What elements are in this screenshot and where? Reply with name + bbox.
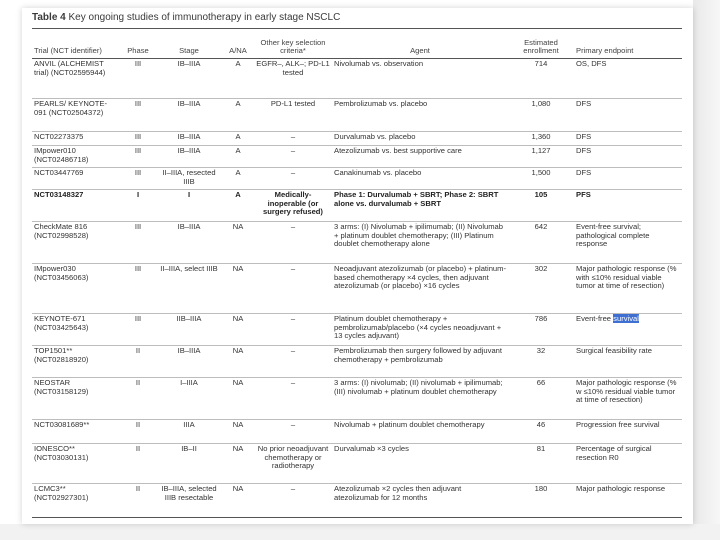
- cell-phase: III: [134, 59, 142, 68]
- col-header-ana: A/NA: [222, 29, 254, 59]
- col-header-criteria: Other key selection criteria*: [254, 29, 332, 59]
- cell-phase: III: [134, 132, 142, 141]
- cell-enrollment: 66: [536, 378, 546, 387]
- table-row: [32, 264, 682, 314]
- cell-agent: Durvalumab vs. placebo: [334, 132, 416, 141]
- table-row: [32, 484, 682, 518]
- cell-endpoint: DFS: [576, 132, 592, 141]
- cell-criteria: –: [290, 378, 296, 387]
- cell-agent: Platinum doublet chemotherapy + pembrolizumab/placebo (×4 cycles neoadjuvant + 13 cycles adjuvant): [334, 314, 502, 341]
- cell-criteria: –: [290, 484, 296, 493]
- cell-stage: IB–IIIA: [177, 59, 201, 68]
- cell-endpoint: Event-free survival; pathological complete response: [576, 222, 650, 249]
- cell-phase: II: [135, 444, 141, 453]
- cell-endpoint: Major pathologic response (% with ≤10% residual viable tumor at time of resection): [576, 264, 677, 291]
- cell-enrollment: 1,360: [531, 132, 551, 141]
- cell-criteria: –: [290, 264, 296, 273]
- table-title-text: Key ongoing studies of immunotherapy in early stage NSCLC: [68, 12, 341, 23]
- cell-agent: Atezolizumab vs. best supportive care: [334, 146, 462, 155]
- cell-phase: II: [135, 378, 141, 387]
- cell-endpoint: Major pathologic response: [576, 484, 666, 493]
- cell-endpoint: Major pathologic response (% w ≤10% residual viable tumor at time of resection): [576, 378, 677, 405]
- cell-agent: Neoadjuvant atezolizumab (or placebo) + platinum-based chemotherapy ×4 cycles, then adjuvant atezolizumab (or placebo) ×16 cycles: [334, 264, 507, 291]
- cell-agent: 3 arms: (I) Nivolumab + ipilimumab; (II) Nivolumab + platinum doublet chemotherapy; (III) Platinum doublet chemotherapy alone: [334, 222, 504, 249]
- cell-criteria: –: [290, 346, 296, 355]
- table-title-number: Table 4: [32, 12, 66, 23]
- cell-endpoint: DFS: [576, 146, 592, 155]
- cell-ana: A: [235, 132, 241, 141]
- cell-trial: ANVIL (ALCHEMIST trial) (NCT02595944): [34, 59, 106, 77]
- cell-agent: Phase 1: Durvalumab + SBRT; Phase 2: SBRT alone vs. durvalumab + SBRT: [334, 190, 499, 208]
- cell-phase: III: [134, 168, 142, 177]
- cell-stage: IIB–IIIA: [176, 314, 202, 323]
- cell-trial: NEOSTAR (NCT03158129): [34, 378, 89, 396]
- col-header-phase: Phase: [120, 29, 156, 59]
- document-page: [22, 8, 693, 524]
- table-row: [32, 222, 682, 264]
- cell-endpoint: DFS: [576, 168, 592, 177]
- cell-phase: I: [136, 190, 140, 199]
- cell-phase: III: [134, 314, 142, 323]
- cell-endpoint: Progression free survival: [576, 420, 660, 429]
- cell-trial: TOP1501** (NCT02818920): [34, 346, 89, 364]
- cell-enrollment: 714: [534, 59, 548, 68]
- cell-agent: 3 arms: (I) nivolumab; (II) nivolumab + ipilimumab; (III) nivolumab + platinum doublet chemotherapy: [334, 378, 503, 396]
- cell-agent: Atezolizumab ×2 cycles then adjuvant atezolizumab for 12 months: [334, 484, 462, 502]
- cell-stage: II–IIIA, select IIIB: [160, 264, 218, 273]
- cell-criteria: –: [290, 314, 296, 323]
- immunotherapy-trials-table: [32, 28, 682, 518]
- table-row: [32, 132, 682, 146]
- cell-ana: NA: [232, 444, 244, 453]
- cell-trial: IMpower010 (NCT02486718): [34, 146, 89, 164]
- cell-criteria: –: [290, 222, 296, 231]
- cell-criteria: –: [290, 146, 296, 155]
- cell-criteria: PD-L1 tested: [270, 99, 316, 108]
- cell-agent: Nivolumab vs. observation: [334, 59, 424, 68]
- cell-enrollment: 32: [536, 346, 546, 355]
- col-header-stage: Stage: [156, 29, 222, 59]
- selected-text-highlight[interactable]: survival: [613, 314, 639, 323]
- table-row: [32, 346, 682, 378]
- cell-ana: A: [235, 146, 241, 155]
- table-row: [32, 146, 682, 168]
- table-row: [32, 99, 682, 132]
- table-row: [32, 444, 682, 484]
- cell-criteria: –: [290, 420, 296, 429]
- cell-stage: IB–IIIA: [177, 346, 201, 355]
- col-header-endpoint: Primary endpoint: [574, 29, 682, 59]
- table-header-row: [32, 29, 682, 59]
- cell-criteria: –: [290, 132, 296, 141]
- cell-agent: Canakinumab vs. placebo: [334, 168, 422, 177]
- cell-criteria: Medically-inoperable (or surgery refused): [263, 190, 323, 217]
- cell-phase: III: [134, 264, 142, 273]
- cell-endpoint: Surgical feasibility rate: [576, 346, 652, 355]
- cell-trial: IONESCO** (NCT03030131): [34, 444, 89, 462]
- table-row: [32, 314, 682, 346]
- cell-stage: IB–IIIA: [177, 222, 201, 231]
- window-right-edge: [693, 0, 720, 540]
- cell-enrollment: 1,500: [531, 168, 551, 177]
- cell-enrollment: 180: [534, 484, 548, 493]
- table-body: [32, 59, 682, 518]
- cell-trial: NCT03447769: [34, 168, 84, 177]
- cell-criteria: EGFR–, ALK–; PD-L1 tested: [256, 59, 330, 77]
- cell-trial: CheckMate 816 (NCT02998528): [34, 222, 89, 240]
- cell-agent: Durvalumab ×3 cycles: [334, 444, 409, 453]
- cell-trial: PEARLS/ KEYNOTE-091 (NCT02504372): [34, 99, 108, 117]
- table-title: [32, 12, 340, 23]
- cell-trial: LCMC3** (NCT02927301): [34, 484, 89, 502]
- cell-ana: A: [235, 99, 241, 108]
- col-header-trial: Trial (NCT identifier): [32, 29, 120, 59]
- table-row: [32, 420, 682, 444]
- cell-stage: IB–II: [181, 444, 197, 453]
- cell-ana: A: [235, 190, 241, 199]
- endpoint-text: Event-free: [576, 314, 612, 323]
- cell-trial: NCT02273375: [34, 132, 84, 141]
- col-header-agent: Agent: [332, 29, 508, 59]
- cell-agent: Pembrolizumab then surgery followed by adjuvant chemotherapy + pembrolizumab: [334, 346, 502, 364]
- table-row: [32, 59, 682, 99]
- cell-stage: IB–IIIA, selected IIIB resectable: [161, 484, 217, 502]
- cell-stage: IB–IIIA: [177, 132, 201, 141]
- cell-phase: II: [135, 484, 141, 493]
- cell-endpoint: [574, 314, 682, 346]
- cell-enrollment: 1,080: [531, 99, 551, 108]
- cell-ana: NA: [232, 420, 244, 429]
- cell-criteria: –: [290, 168, 296, 177]
- table-row: [32, 378, 682, 420]
- cell-trial: KEYNOTE-671 (NCT03425643): [34, 314, 89, 332]
- cell-ana: NA: [232, 378, 244, 387]
- table-row: [32, 168, 682, 190]
- cell-ana: A: [235, 59, 241, 68]
- cell-stage: I: [187, 190, 191, 199]
- cell-agent: Pembrolizumab vs. placebo: [334, 99, 428, 108]
- col-header-enrollment: Estimated enrollment: [508, 29, 574, 59]
- cell-stage: IB–IIIA: [177, 99, 201, 108]
- cell-enrollment: 105: [534, 190, 548, 199]
- cell-trial: NCT03148327: [34, 190, 84, 199]
- cell-enrollment: 786: [534, 314, 548, 323]
- cell-enrollment: 302: [534, 264, 548, 273]
- cell-ana: NA: [232, 314, 244, 323]
- cell-ana: NA: [232, 222, 244, 231]
- cell-ana: NA: [232, 484, 244, 493]
- window-bottom-bar: [0, 524, 720, 540]
- cell-phase: II: [135, 420, 141, 429]
- cell-enrollment: 46: [536, 420, 546, 429]
- cell-phase: II: [135, 346, 141, 355]
- cell-stage: II–IIIA, resected IIIB: [162, 168, 216, 186]
- table-row: [32, 190, 682, 222]
- cell-ana: A: [235, 168, 241, 177]
- cell-trial: IMpower030 (NCT03456063): [34, 264, 89, 282]
- cell-trial: NCT03081689**: [34, 420, 90, 429]
- cell-phase: III: [134, 146, 142, 155]
- cell-endpoint: DFS: [576, 99, 592, 108]
- cell-stage: IIIA: [183, 420, 195, 429]
- cell-enrollment: 81: [536, 444, 546, 453]
- cell-endpoint: PFS: [576, 190, 591, 199]
- cell-enrollment: 642: [534, 222, 548, 231]
- cell-criteria: No prior neoadjuvant chemotherapy or radiotherapy: [257, 444, 329, 471]
- cell-endpoint: OS, DFS: [576, 59, 607, 68]
- cell-ana: NA: [232, 346, 244, 355]
- cell-endpoint: Percentage of surgical resection R0: [576, 444, 652, 462]
- cell-stage: IB–IIIA: [177, 146, 201, 155]
- cell-ana: NA: [232, 264, 244, 273]
- cell-phase: III: [134, 222, 142, 231]
- cell-phase: III: [134, 99, 142, 108]
- cell-enrollment: 1,127: [531, 146, 551, 155]
- cell-stage: I–IIIA: [180, 378, 198, 387]
- cell-agent: Nivolumab + platinum doublet chemotherapy: [334, 420, 485, 429]
